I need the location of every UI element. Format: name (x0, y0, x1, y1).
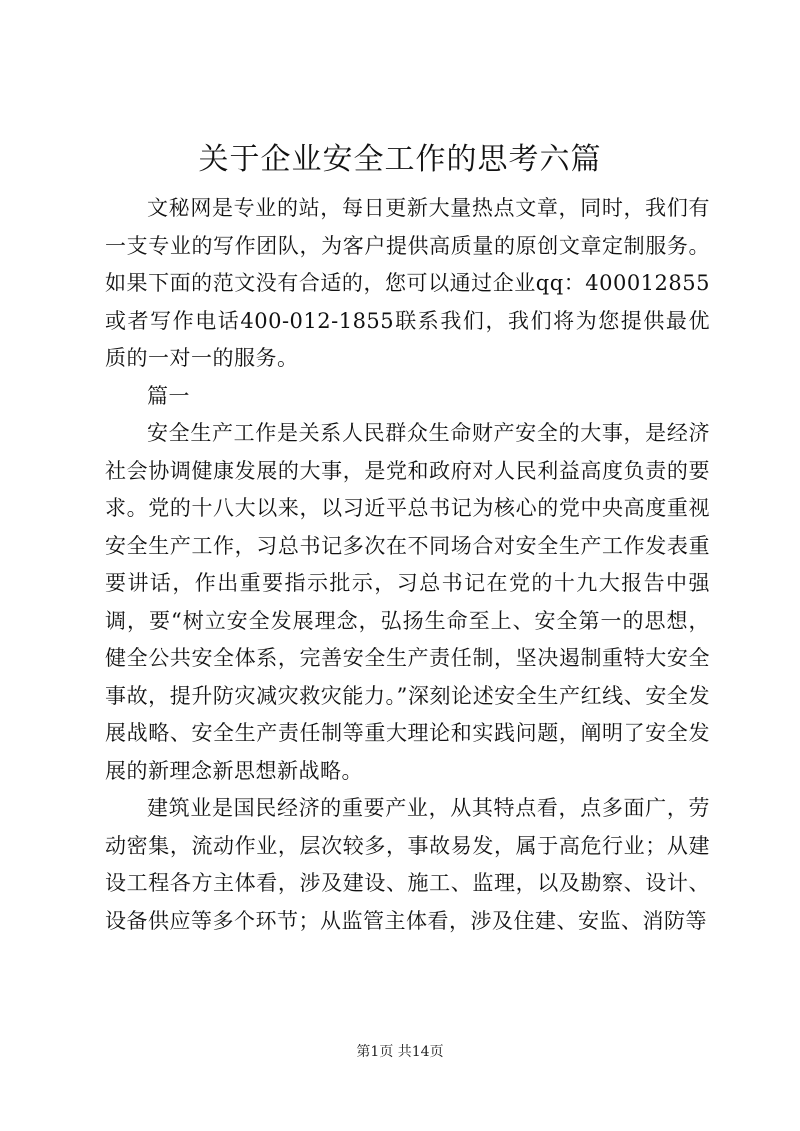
section-heading: 篇一 (147, 383, 190, 408)
body-paragraph: 安全生产工作是关系人民群众生命财产安全的大事，是经济社会协调健康发展的大事，是党和政府对人民利益高度负责的要求。党的十八大以来，以习近平总书记为核心的党中央高度重视安全生产工作，习总书记多次在不同场合对安全生产工作发表重要讲话，作出重要指示批示，习总书记在党的十九大报告中强调，要“树立安全发展理念，弘扬生命至上、安全第一的思想，健全公共安全体系，完善安全生产责任制，坚决遏制重特大安全事故，提升防灾减灾救灾能力。”深刻论述安全生产红线、安全发展战略、安全生产责任制等重大理论和实践问题，阐明了安全发展的新理念新思想新战略。 (105, 421, 710, 783)
body-paragraph: 建筑业是国民经济的重要产业，从其特点看，点多面广，劳动密集，流动作业，层次较多，事故易发，属于高危行业；从建设工程各方主体看，涉及建设、施工、监理，以及勘察、设计、设备供应等多个环节；从监管主体看，涉及住建、安监、消防等 (105, 796, 710, 933)
page-footer: 第1页 共14页 (356, 1044, 444, 1060)
document-title: 关于企业安全工作的思考六篇 (198, 142, 602, 177)
document-body (105, 190, 710, 940)
intro-paragraph: 文秘网是专业的站，每日更新大量热点文章，同时，我们有一支专业的写作团队，为客户提供高质量的原创文章定制服务。如果下面的范文没有合适的，您可以通过企业qq：400012855或者写作电话400-012-1855联系我们，我们将为您提供最优质的一对一的服务。 (105, 196, 710, 370)
